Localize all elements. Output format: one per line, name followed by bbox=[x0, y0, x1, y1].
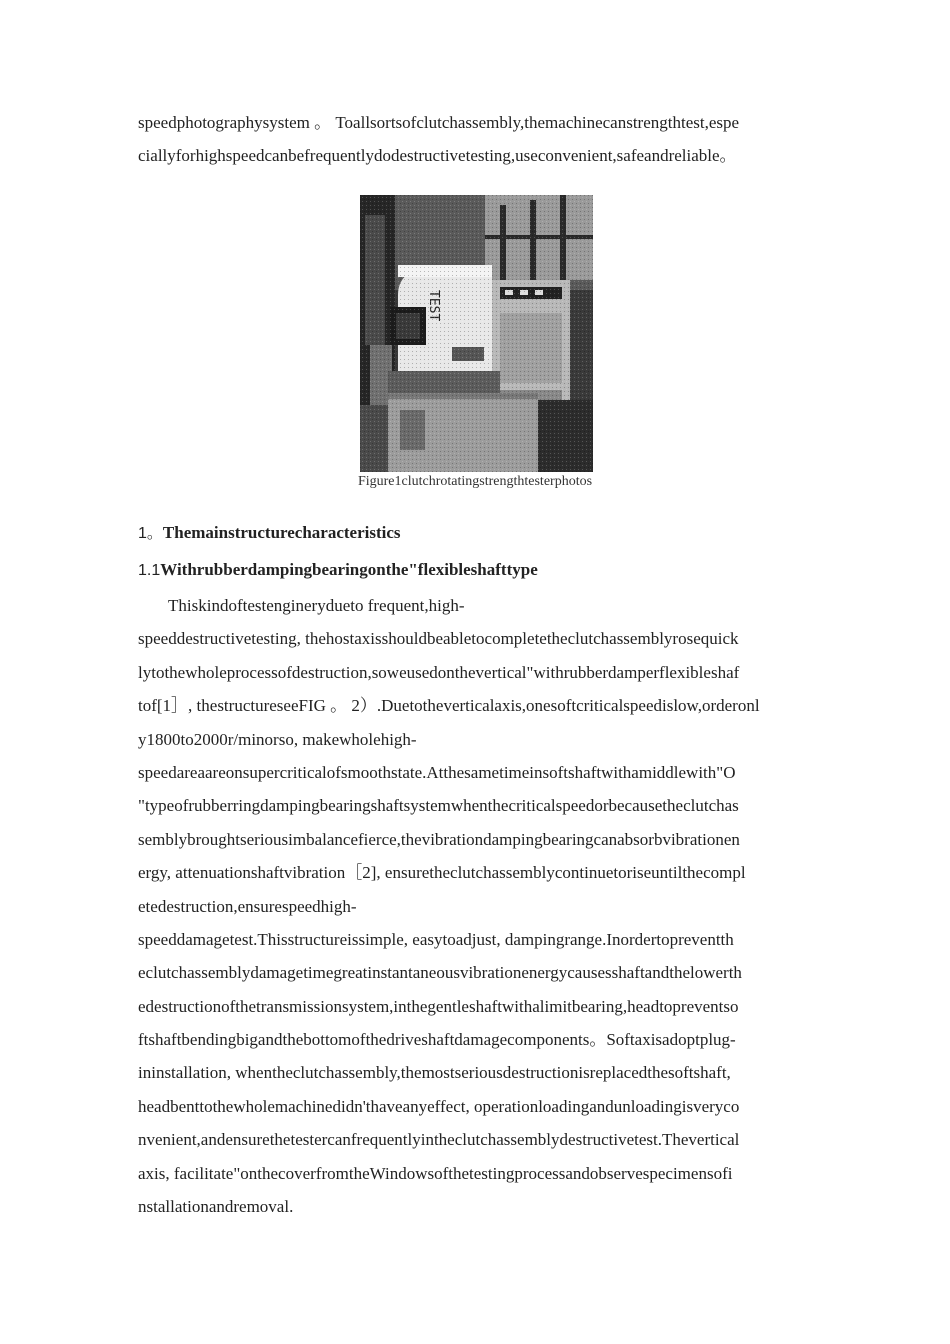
text-line: ininstallation, whentheclutchassembly,themostseriousdestructionisreplacedthesoftshaft, bbox=[138, 1063, 731, 1083]
subsection-number: 1.1 bbox=[138, 562, 161, 579]
text-line: etedestruction,ensurespeedhigh- bbox=[138, 896, 357, 916]
figure-photo bbox=[360, 195, 593, 472]
text-line: semblybroughtseriousimbalancefierce,thevibrationdampingbearingcanabsorbvibrationen bbox=[138, 829, 740, 849]
text-line: speeddestructivetesting, thehostaxisshouldbeabletocompletetheclutchassemblyrosequick bbox=[138, 629, 739, 649]
text-line: lytothewholeprocessofdestruction,soweusedonthevertical"withrubberdamperflexibleshaf bbox=[138, 662, 740, 682]
text-line: nstallationandremoval. bbox=[138, 1197, 294, 1217]
subsection-title: Withrubberdampingbearingonthe"flexibleshafttype bbox=[160, 560, 538, 579]
text-line: Thiskindoftestenginerydueto frequent,high- bbox=[168, 596, 465, 615]
subsection-heading bbox=[138, 560, 538, 580]
text-line: eclutchassemblydamagetimegreatinstantaneousvibrationenergycausesshaftandthelowerth bbox=[138, 963, 742, 983]
text-line: ftshaftbendingbigandthebottomofthedriveshaftdamagecomponents。Softaxisadoptplug- bbox=[138, 1030, 736, 1050]
section-number: 1。 bbox=[138, 525, 163, 542]
text-line: "typeofrubberringdampingbearingshaftsystemwhenthecriticalspeedorbecausetheclutchas bbox=[138, 796, 739, 816]
body-paragraph bbox=[138, 589, 818, 1223]
text-line: axis, facilitate"onthecoverfromtheWindowsofthetestingprocessandobservespecimensofi bbox=[138, 1163, 733, 1183]
section-title: Themainstructurecharacteristics bbox=[162, 523, 401, 542]
text-line: ergy, attenuationshaftvibration［2], ensuretheclutchassemblycontinuetoriseuntilthecompl bbox=[138, 863, 746, 883]
text-line: nvenient,andensurethetestercanfrequentlyintheclutchassemblydestructivetest.Thevertical bbox=[138, 1130, 740, 1150]
text-line: y1800to2000r/minorso, makewholehigh- bbox=[138, 729, 417, 749]
text-line: tof[1］, thestructureseeFIG 。 2）.Duetotheverticalaxis,onesoftcriticalspeedislow,orderonl bbox=[138, 696, 760, 716]
text-line: headbenttothewholemachinedidn'thaveanyeffect, operationloadingandunloadingisveryco bbox=[138, 1096, 740, 1116]
intro-paragraph bbox=[138, 106, 818, 173]
section-heading bbox=[138, 520, 401, 543]
tester-machine-photo bbox=[360, 195, 593, 472]
text-line: speedareaareonsupercriticalofsmoothstate.Atthesametimeinsoftshaftwithamiddlewith"O bbox=[138, 762, 736, 782]
text-line: ciallyforhighspeedcanbefrequentlydodestructivetesting,useconvenient,safeandreliable。 bbox=[138, 146, 737, 166]
text-line: speeddamagetest.Thisstructureissimple, easytoadjust, dampingrange.Inordertopreventth bbox=[138, 929, 734, 949]
figure-caption: Figure1clutchrotatingstrengthtesterphotos bbox=[357, 474, 593, 489]
text-line: speedphotographysystem 。 Toallsortsofclutchassembly,themachinecanstrengthtest,espe bbox=[138, 113, 740, 132]
text-line: edestructionofthetransmissionsystem,inthegentleshaftwithalimitbearing,headtopreventso bbox=[138, 996, 739, 1016]
